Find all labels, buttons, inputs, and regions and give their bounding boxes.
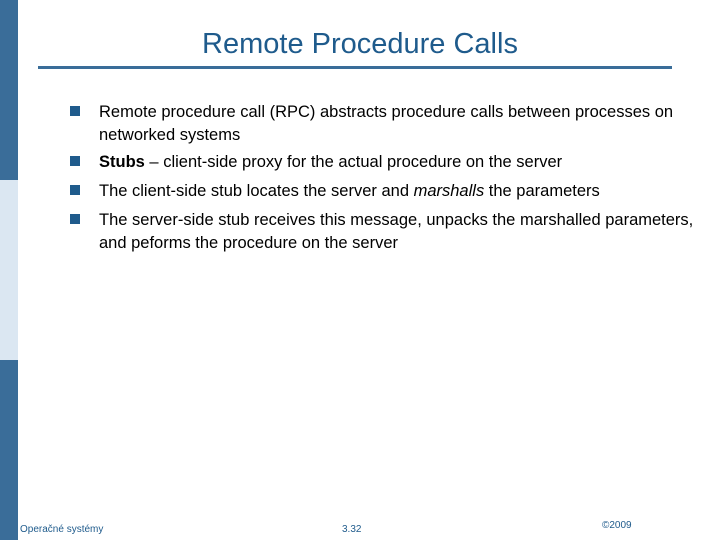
bullet-text: Remote procedure call (RPC) abstracts procedure calls between processes on networked systems bbox=[99, 103, 674, 144]
bullet-text-rest: – client-side proxy for the actual procedure on the server bbox=[144, 153, 563, 171]
slide-title: Remote Procedure Calls bbox=[202, 28, 518, 60]
square-bullet-icon bbox=[70, 156, 80, 166]
square-bullet-icon bbox=[70, 106, 80, 116]
bullet-text: The server-side stub receives this message, unpacks the marshalled parameters, and peforms the procedure on the server bbox=[99, 211, 694, 252]
bullet-bold-term: Stubs bbox=[99, 153, 145, 171]
footer-copyright: ©2009 bbox=[602, 520, 632, 531]
bullet-text bbox=[99, 151, 709, 174]
bullet-italic-term: marshalls bbox=[413, 182, 485, 200]
bullet-text-post: the parameters bbox=[484, 182, 600, 200]
bullet-text bbox=[99, 180, 709, 203]
footer-slide-number: 3.32 bbox=[342, 524, 362, 535]
square-bullet-icon bbox=[70, 185, 80, 195]
bullet-text-pre: The client-side stub locates the server and bbox=[99, 182, 414, 200]
square-bullet-icon bbox=[70, 214, 80, 224]
footer-course-name: Operačné systémy bbox=[20, 524, 104, 535]
